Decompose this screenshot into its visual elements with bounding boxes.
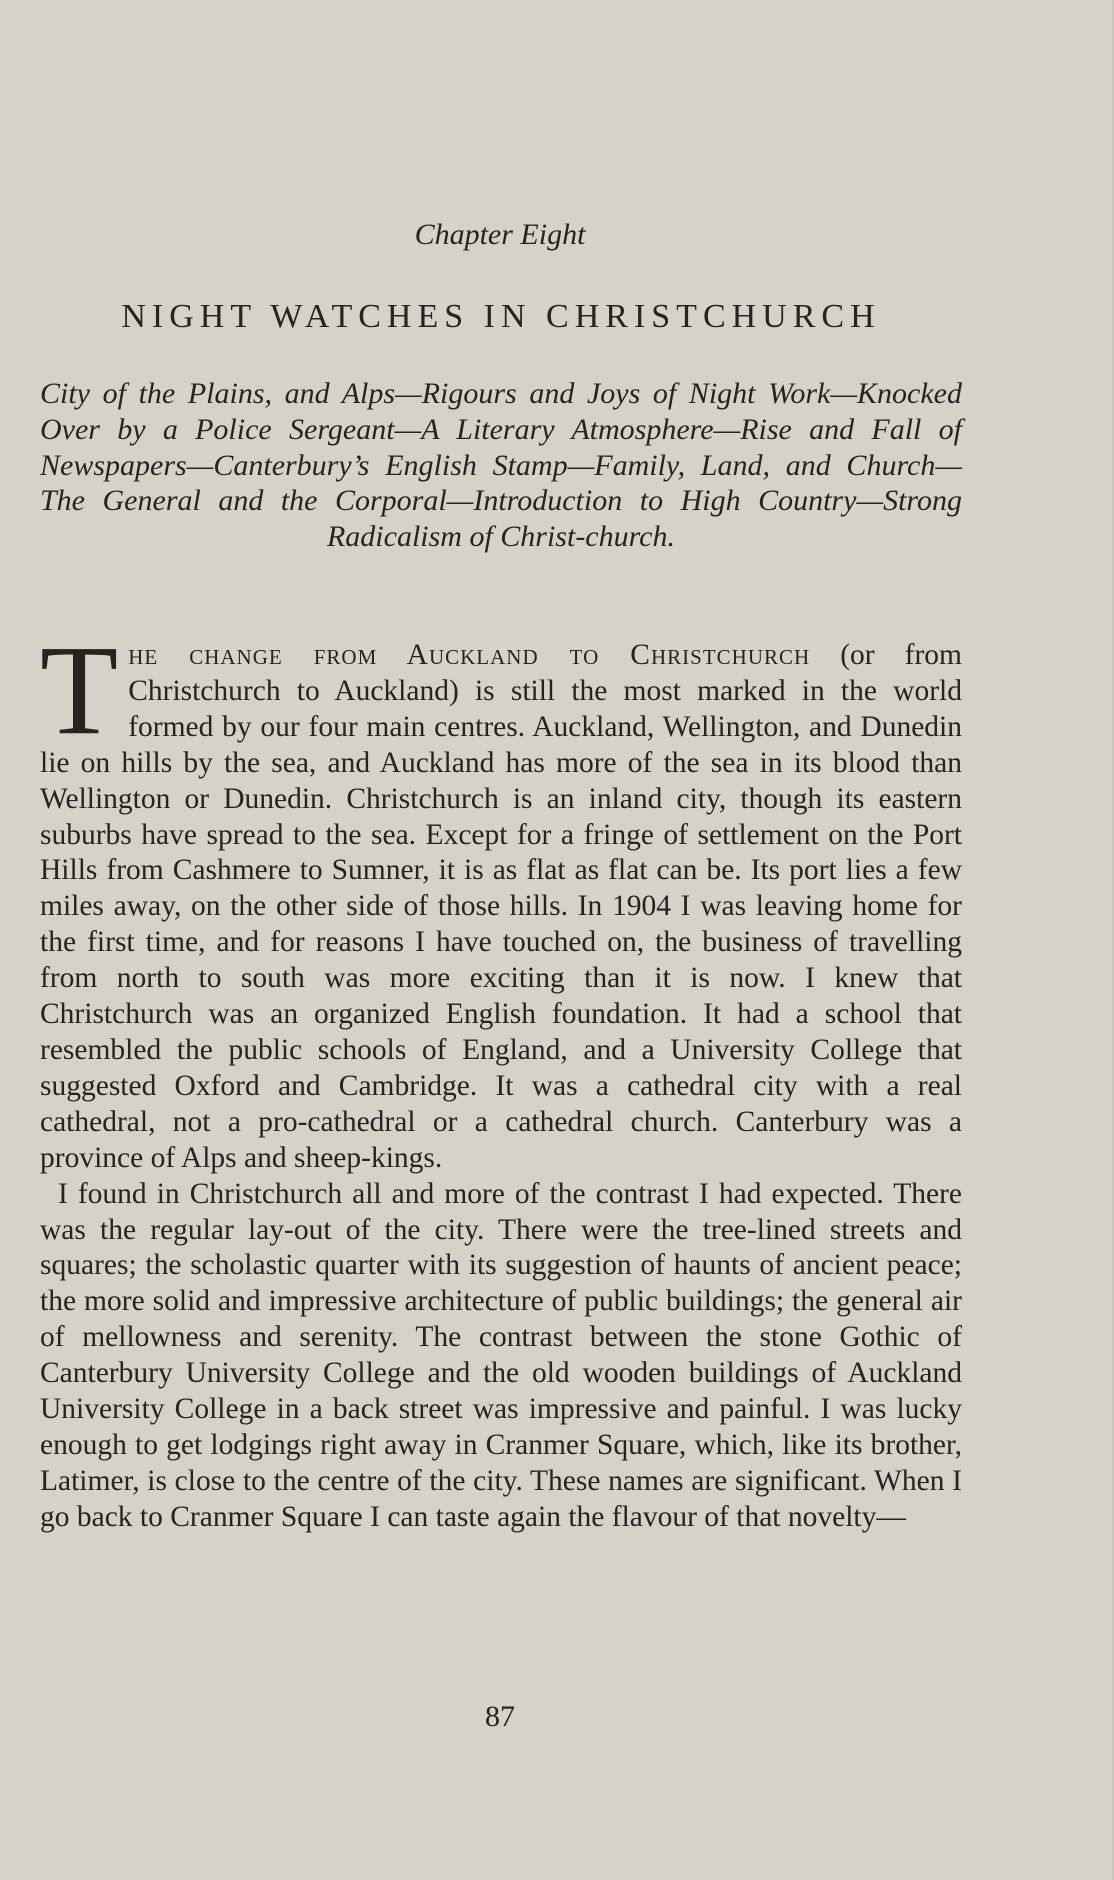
page-number: 87: [485, 1700, 515, 1733]
chapter-number: Chapter Eight: [414, 218, 586, 251]
chapter-title: NIGHT WATCHES IN CHRISTCHURCH: [121, 298, 881, 335]
paragraph-1-text: (or from Christchurch to Auckland) is still the most marked in the world formed by our four main centres. Auckland, Wellington, and Dunedin lie on hills by the sea, and Auckland has more of the sea in its blood than Wellington or Dunedin. Christchurch is an inland city, though its eastern suburbs have spread to the sea. Except for a fringe of settlement on the Port Hills from Cashmere to Sumner, it is as flat as flat can be. Its port lies a few miles away, on the other side of those hills. In 1904 I was leaving home for the first time, and for reasons I have touched on, the business of travelling from north to south was more exciting than it is now. I knew that Christchurch was an organized English foundation. It had a school that resembled the public schools of England, and a University College that suggested Oxford and Cambridge. It was a cathedral city with a real cathedral, not a pro-cathedral or a cathedral church. Canterbury was a province of Alps and sheep-kings.: [40, 639, 962, 1174]
drop-cap: T: [40, 619, 119, 761]
lead-in-smallcaps: he change from Auckland to Christchurch: [128, 639, 811, 671]
chapter-synopsis: City of the Plains, and Alps—Rigours and Joys of Night Work—Knocked Over by a Police Sergeant—A Literary Atmosphere—Rise and Fall of Newspapers—Canterbury’s English Stamp—Family, Land, and Church—The General and the Corporal—Introduction to High Country—Strong Radicalism of Christ-church.: [40, 377, 962, 554]
paragraph-1: [40, 619, 962, 1177]
paragraph-2: I found in Christchurch all and more of the contrast I had expected. There was the regular lay-out of the city. There were the tree-lined streets and squares; the scholastic quarter with its suggestion of haunts of ancient peace; the more solid and impressive architecture of public buildings; the general air of mellowness and serenity. The contrast between the stone Gothic of Canterbury University College and the old wooden buildings of Auckland University College in a back street was impressive and painful. I was lucky enough to get lodgings right away in Cranmer Square, which, like its brother, Latimer, is close to the centre of the city. These names are significant. When I go back to Cranmer Square I can taste again the flavour of that novelty—: [40, 1177, 962, 1533]
body-text: [40, 619, 962, 1536]
